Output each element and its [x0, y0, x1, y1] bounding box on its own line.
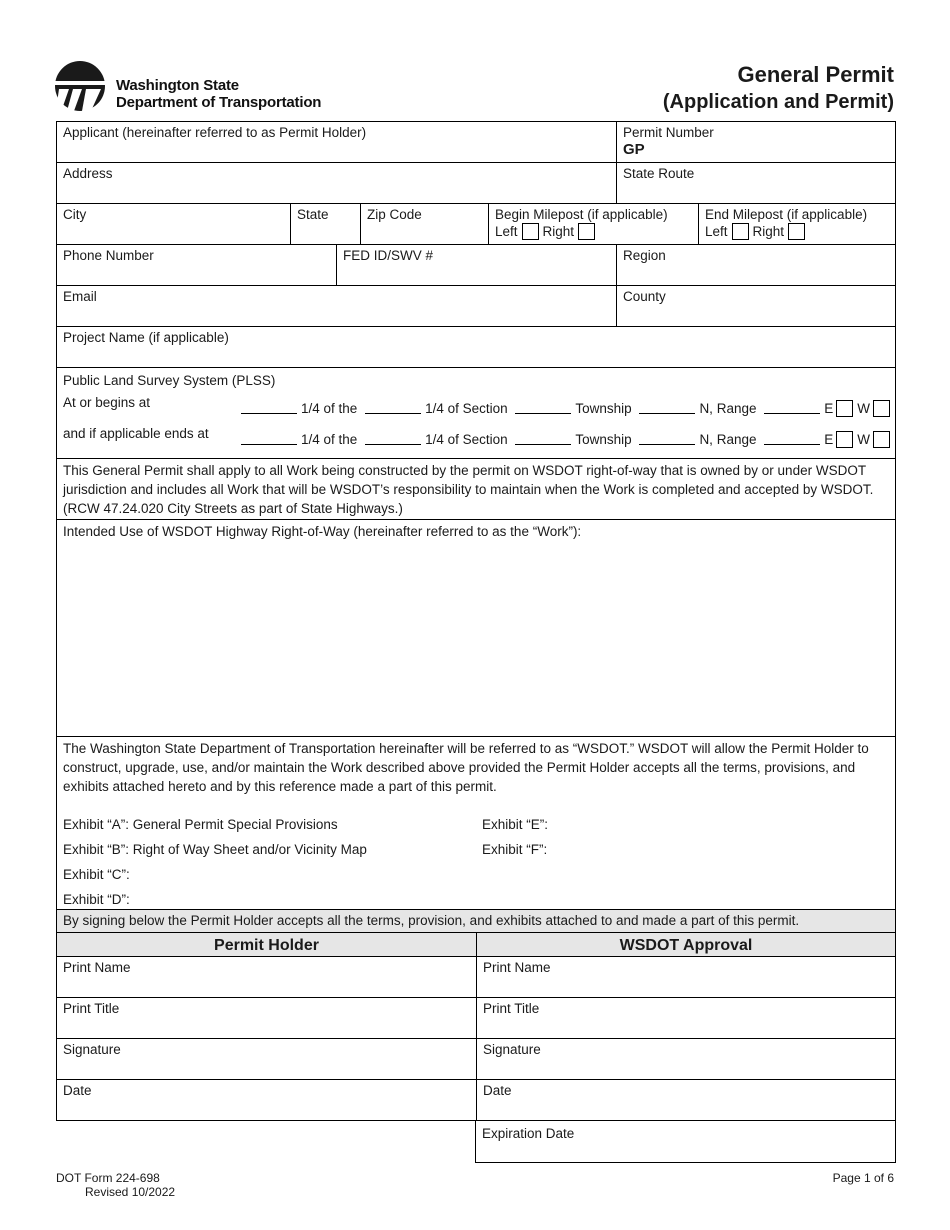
plss-ends-label: and if applicable ends at [63, 426, 209, 441]
row-signature [56, 1038, 896, 1080]
row-general-paragraph [56, 458, 896, 520]
begin-e-checkbox[interactable] [836, 400, 853, 417]
footer-form-info [56, 1171, 175, 1199]
page-number: Page 1 of 6 [832, 1171, 894, 1185]
begin-right-checkbox[interactable] [578, 223, 595, 240]
wsdot-print-title-field[interactable] [476, 998, 895, 1038]
wsdot-signature-label: Signature [483, 1042, 541, 1057]
begin-right-label: Right [542, 224, 575, 239]
row-intended-use[interactable] [56, 519, 896, 737]
wsdot-print-name-field[interactable] [476, 957, 895, 997]
row-plss [56, 367, 896, 459]
revised-date: Revised 10/2022 [85, 1185, 176, 1199]
holder-print-name-field[interactable] [57, 957, 476, 997]
wsdot-print-name-label: Print Name [483, 960, 551, 975]
region-field[interactable] [616, 245, 895, 285]
end-range-label: N, Range [699, 432, 757, 447]
zip-field[interactable] [360, 204, 488, 244]
form-title [663, 62, 894, 116]
wsdot-date-field[interactable] [476, 1080, 895, 1120]
row-applicant [56, 121, 896, 163]
city-label: City [63, 207, 87, 222]
holder-signature-label: Signature [63, 1042, 121, 1057]
end-quarter-of-label: 1/4 of the [301, 432, 358, 447]
begin-w-label: W [857, 401, 871, 416]
permit-holder-header: Permit Holder [214, 937, 319, 954]
row-exhibits [56, 736, 896, 910]
begin-left-label: Left [495, 224, 518, 239]
end-quarter-input[interactable] [241, 432, 297, 445]
holder-date-field[interactable] [57, 1080, 476, 1120]
end-e-checkbox[interactable] [836, 431, 853, 448]
expiration-date-field[interactable] [475, 1120, 896, 1163]
state-field[interactable] [290, 204, 360, 244]
begin-township-label: Township [575, 401, 632, 416]
end-right-label: Right [752, 224, 785, 239]
end-quarter-section-label: 1/4 of Section [425, 432, 508, 447]
begin-quarter2-input[interactable] [365, 401, 421, 414]
form-number: DOT Form 224-698 [56, 1171, 160, 1185]
state-route-field[interactable] [616, 163, 895, 203]
plss-ends-line [237, 431, 894, 448]
email-label: Email [63, 289, 97, 304]
end-e-label: E [824, 432, 834, 447]
county-label: County [623, 289, 666, 304]
end-left-checkbox[interactable] [732, 223, 749, 240]
fed-id-label: FED ID/SWV # [343, 248, 434, 263]
project-name-label: Project Name (if applicable) [63, 330, 229, 345]
permit-number-field[interactable] [616, 122, 895, 162]
exhibit-c: Exhibit “C”: [63, 867, 130, 882]
begin-township-input[interactable] [639, 401, 695, 414]
holder-print-title-label: Print Title [63, 1001, 120, 1016]
address-label: Address [63, 166, 113, 181]
plss-title: Public Land Survey System (PLSS) [63, 373, 276, 388]
end-range-input[interactable] [764, 432, 820, 445]
row-print-name [56, 956, 896, 998]
begin-quarter-of-label: 1/4 of the [301, 401, 358, 416]
project-name-field[interactable] [57, 327, 895, 367]
end-milepost-label: End Milepost (if applicable) [705, 207, 868, 222]
begin-range-input[interactable] [764, 401, 820, 414]
org-line-2: Department of Transportation [116, 94, 322, 111]
begin-milepost-label: Begin Milepost (if applicable) [495, 207, 668, 222]
begin-section-input[interactable] [515, 401, 571, 414]
intended-use-label: Intended Use of WSDOT Highway Right-of-Way (hereinafter referred to as the “Work”): [63, 524, 582, 539]
row-email [56, 285, 896, 327]
phone-label: Phone Number [63, 248, 154, 263]
allow-paragraph: The Washington State Department of Transportation hereinafter will be referred to as “WSDOT.” WSDOT will allow the Permit Holder to construct, upgrade, use, and/or maintain the Work described above provided the Permit Holder accepts all the terms, provisions, and exhibits attached hereto and by this reference made a part of this permit. [63, 741, 869, 794]
wsdot-signature-field[interactable] [476, 1039, 895, 1079]
end-right-checkbox[interactable] [788, 223, 805, 240]
wsdot-logo-icon [55, 61, 105, 111]
end-w-label: W [857, 432, 871, 447]
begin-quarter-input[interactable] [241, 401, 297, 414]
exhibit-f: Exhibit “F”: [482, 842, 548, 857]
row-signing [56, 909, 896, 933]
row-project [56, 326, 896, 368]
county-field[interactable] [616, 286, 895, 326]
row-date [56, 1079, 896, 1121]
holder-date-label: Date [63, 1083, 92, 1098]
plss-begins-line [237, 400, 894, 417]
exhibit-a: Exhibit “A”: General Permit Special Provisions [63, 817, 338, 832]
page-subtitle: (Application and Permit) [662, 91, 894, 113]
row-signature-headers [56, 932, 896, 957]
holder-signature-field[interactable] [57, 1039, 476, 1079]
row-print-title [56, 997, 896, 1039]
begin-range-label: N, Range [699, 401, 757, 416]
page-title: General Permit [737, 62, 894, 87]
row-phone [56, 244, 896, 286]
end-township-input[interactable] [639, 432, 695, 445]
end-w-checkbox[interactable] [873, 431, 890, 448]
end-milepost-field[interactable] [698, 204, 895, 244]
end-section-input[interactable] [515, 432, 571, 445]
row-city [56, 203, 896, 245]
exhibit-b: Exhibit “B”: Right of Way Sheet and/or Vicinity Map [63, 842, 367, 857]
phone-field[interactable] [57, 245, 336, 285]
address-field[interactable] [57, 163, 616, 203]
begin-e-label: E [824, 401, 834, 416]
end-township-label: Township [575, 432, 632, 447]
plss-begins-label: At or begins at [63, 395, 151, 410]
end-quarter2-input[interactable] [365, 432, 421, 445]
general-paragraph: This General Permit shall apply to all Work being constructed by the permit on WSDOT right-of-way that is owned by or under WSDOT jurisdiction and includes all Work that will be WSDOT’s responsibility to maintain when the Work is completed and accepted by WSDOT. (RCW 47.24.020 City Streets as part of State Highways.) [63, 463, 874, 516]
region-label: Region [623, 248, 666, 263]
zip-label: Zip Code [367, 207, 422, 222]
row-address [56, 162, 896, 204]
signing-statement: By signing below the Permit Holder accepts all the terms, provision, and exhibits attached to and made a part of this permit. [63, 913, 800, 928]
holder-print-name-label: Print Name [63, 960, 131, 975]
city-field[interactable] [57, 204, 290, 244]
expiration-date-label: Expiration Date [482, 1126, 575, 1141]
applicant-field[interactable] [57, 122, 616, 162]
holder-print-title-field[interactable] [57, 998, 476, 1038]
state-label: State [297, 207, 329, 222]
begin-quarter-section-label: 1/4 of Section [425, 401, 508, 416]
exhibit-d: Exhibit “D”: [63, 892, 130, 907]
wsdot-logo [55, 61, 375, 113]
begin-w-checkbox[interactable] [873, 400, 890, 417]
exhibit-e: Exhibit “E”: [482, 817, 549, 832]
wsdot-approval-header: WSDOT Approval [476, 933, 895, 956]
wsdot-date-label: Date [483, 1083, 512, 1098]
email-field[interactable] [57, 286, 616, 326]
applicant-label: Applicant (hereinafter referred to as Permit Holder) [63, 125, 367, 140]
end-left-label: Left [705, 224, 728, 239]
begin-milepost-field[interactable] [488, 204, 698, 244]
wsdot-print-title-label: Print Title [483, 1001, 540, 1016]
fed-id-field[interactable] [336, 245, 616, 285]
state-route-label: State Route [623, 166, 695, 181]
permit-number-value: GP [623, 141, 645, 158]
begin-left-checkbox[interactable] [522, 223, 539, 240]
permit-number-label: Permit Number [623, 125, 714, 140]
org-line-1: Washington State [116, 77, 239, 94]
